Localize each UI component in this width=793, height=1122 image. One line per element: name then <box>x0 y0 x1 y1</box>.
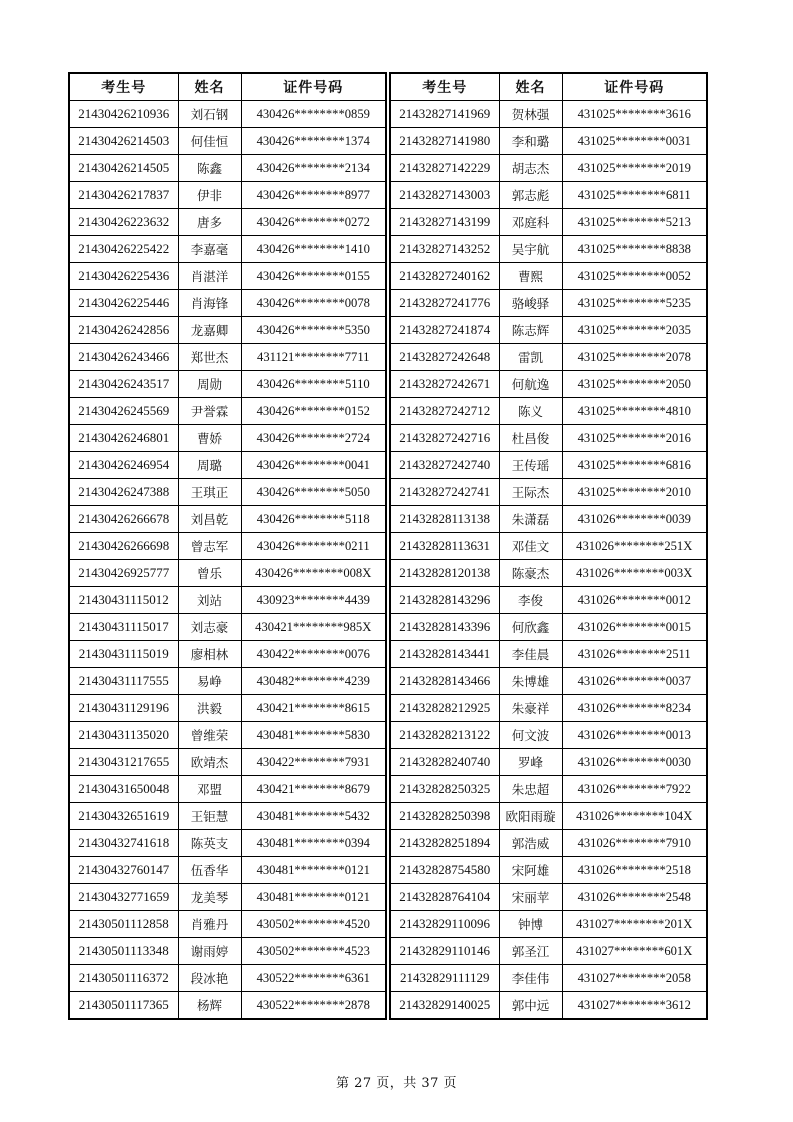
exam-no-cell: 21430426243517 <box>69 371 178 398</box>
id-no-cell: 431025********5235 <box>562 290 707 317</box>
table-row <box>69 344 386 371</box>
name-cell: 雷凯 <box>499 344 562 371</box>
id-no-cell: 430522********2878 <box>241 992 386 1020</box>
name-cell: 伊非 <box>178 182 241 209</box>
exam-no-cell: 21430501113348 <box>69 938 178 965</box>
table-row <box>390 398 707 425</box>
exam-no-cell: 21430431115017 <box>69 614 178 641</box>
table-row <box>69 614 386 641</box>
id-no-cell: 431027********3612 <box>562 992 707 1020</box>
table-row <box>390 101 707 128</box>
table-row <box>390 533 707 560</box>
id-no-cell: 431025********2078 <box>562 344 707 371</box>
name-cell: 郭中远 <box>499 992 562 1020</box>
id-no-cell: 431026********0015 <box>562 614 707 641</box>
id-no-cell: 431025********8838 <box>562 236 707 263</box>
header-exam-no: 考生号 <box>390 73 499 101</box>
id-no-cell: 430426********0859 <box>241 101 386 128</box>
id-no-cell: 431025********6816 <box>562 452 707 479</box>
table-row <box>390 317 707 344</box>
exam-no-cell: 21432828250398 <box>390 803 499 830</box>
name-cell: 王钜慧 <box>178 803 241 830</box>
header-row <box>69 73 386 101</box>
table-row <box>69 884 386 911</box>
name-cell: 曾维荣 <box>178 722 241 749</box>
exam-no-cell: 21432828143441 <box>390 641 499 668</box>
table-row <box>390 992 707 1020</box>
table-row <box>69 641 386 668</box>
name-cell: 宋丽苹 <box>499 884 562 911</box>
exam-no-cell: 21432828764104 <box>390 884 499 911</box>
id-no-cell: 430481********0121 <box>241 857 386 884</box>
name-cell: 欧靖杰 <box>178 749 241 776</box>
id-no-cell: 431025********2035 <box>562 317 707 344</box>
table-row <box>69 857 386 884</box>
exam-no-cell: 21430432741618 <box>69 830 178 857</box>
id-no-cell: 431121********7711 <box>241 344 386 371</box>
name-cell: 何文波 <box>499 722 562 749</box>
table-row <box>69 695 386 722</box>
id-no-cell: 430426********0272 <box>241 209 386 236</box>
header-row <box>390 73 707 101</box>
id-no-cell: 430426********008X <box>241 560 386 587</box>
exam-no-cell: 21432828213122 <box>390 722 499 749</box>
right-rows <box>390 101 707 1020</box>
id-no-cell: 431026********0037 <box>562 668 707 695</box>
id-no-cell: 430481********5830 <box>241 722 386 749</box>
name-cell: 骆峻驿 <box>499 290 562 317</box>
table-row <box>69 803 386 830</box>
id-no-cell: 430426********1374 <box>241 128 386 155</box>
id-no-cell: 431026********0030 <box>562 749 707 776</box>
table-row <box>390 182 707 209</box>
id-no-cell: 430502********4523 <box>241 938 386 965</box>
table-row <box>390 830 707 857</box>
exam-no-cell: 21432828143396 <box>390 614 499 641</box>
name-cell: 刘志豪 <box>178 614 241 641</box>
name-cell: 曾乐 <box>178 560 241 587</box>
table-row <box>69 398 386 425</box>
id-no-cell: 431026********7922 <box>562 776 707 803</box>
table-row <box>69 533 386 560</box>
id-no-cell: 431027********2058 <box>562 965 707 992</box>
table-row <box>390 479 707 506</box>
table-row <box>69 992 386 1020</box>
header-id-no: 证件号码 <box>241 73 386 101</box>
table-row <box>69 749 386 776</box>
table-row <box>69 101 386 128</box>
table-row <box>390 965 707 992</box>
name-cell: 钟博 <box>499 911 562 938</box>
exam-no-cell: 21432827143199 <box>390 209 499 236</box>
table-row <box>390 128 707 155</box>
exam-no-cell: 21430431217655 <box>69 749 178 776</box>
name-cell: 何航逸 <box>499 371 562 398</box>
exam-no-cell: 21432829110146 <box>390 938 499 965</box>
table-row <box>390 560 707 587</box>
header-exam-no: 考生号 <box>69 73 178 101</box>
exam-no-cell: 21432829111129 <box>390 965 499 992</box>
table-row <box>69 317 386 344</box>
exam-no-cell: 21430432760147 <box>69 857 178 884</box>
id-no-cell: 430482********4239 <box>241 668 386 695</box>
id-no-cell: 430426********1410 <box>241 236 386 263</box>
table-row <box>390 425 707 452</box>
exam-no-cell: 21432828113138 <box>390 506 499 533</box>
exam-no-cell: 21430431115019 <box>69 641 178 668</box>
name-cell: 李佳伟 <box>499 965 562 992</box>
name-cell: 李和璐 <box>499 128 562 155</box>
table-row <box>69 668 386 695</box>
name-cell: 郑世杰 <box>178 344 241 371</box>
name-cell: 陈义 <box>499 398 562 425</box>
name-cell: 廖相林 <box>178 641 241 668</box>
id-no-cell: 431027********201X <box>562 911 707 938</box>
page-footer: 第 27 页，共 37 页 <box>335 1076 458 1091</box>
exam-no-cell: 21430431115012 <box>69 587 178 614</box>
candidate-table-right <box>389 72 708 1020</box>
name-cell: 陈鑫 <box>178 155 241 182</box>
table-row <box>69 965 386 992</box>
name-cell: 邓庭科 <box>499 209 562 236</box>
header-name: 姓名 <box>499 73 562 101</box>
table-row <box>69 506 386 533</box>
id-no-cell: 430426********5110 <box>241 371 386 398</box>
exam-no-cell: 21430426210936 <box>69 101 178 128</box>
name-cell: 朱博雄 <box>499 668 562 695</box>
table-row <box>69 155 386 182</box>
id-no-cell: 430426********0155 <box>241 263 386 290</box>
table-row <box>69 371 386 398</box>
table-row <box>390 290 707 317</box>
exam-no-cell: 21430432651619 <box>69 803 178 830</box>
id-no-cell: 430426********0152 <box>241 398 386 425</box>
exam-no-cell: 21432827242741 <box>390 479 499 506</box>
id-no-cell: 431026********251X <box>562 533 707 560</box>
exam-no-cell: 21430426225446 <box>69 290 178 317</box>
exam-no-cell: 21430426225422 <box>69 236 178 263</box>
id-no-cell: 431026********2518 <box>562 857 707 884</box>
exam-no-cell: 21432827242671 <box>390 371 499 398</box>
name-cell: 刘石钢 <box>178 101 241 128</box>
exam-no-cell: 21432828143466 <box>390 668 499 695</box>
id-no-cell: 430421********8615 <box>241 695 386 722</box>
header-name: 姓名 <box>178 73 241 101</box>
id-no-cell: 430426********5118 <box>241 506 386 533</box>
id-no-cell: 430522********6361 <box>241 965 386 992</box>
name-cell: 曹娇 <box>178 425 241 452</box>
id-no-cell: 430426********2724 <box>241 425 386 452</box>
id-no-cell: 431026********2511 <box>562 641 707 668</box>
id-no-cell: 431025********2050 <box>562 371 707 398</box>
name-cell: 陈志辉 <box>499 317 562 344</box>
name-cell: 欧阳雨璇 <box>499 803 562 830</box>
exam-no-cell: 21430431135020 <box>69 722 178 749</box>
name-cell: 李佳晨 <box>499 641 562 668</box>
id-no-cell: 431025********2019 <box>562 155 707 182</box>
exam-no-cell: 21432828754580 <box>390 857 499 884</box>
name-cell: 朱忠超 <box>499 776 562 803</box>
id-no-cell: 430426********5050 <box>241 479 386 506</box>
table-row <box>390 506 707 533</box>
exam-no-cell: 21432827142229 <box>390 155 499 182</box>
table-row <box>69 560 386 587</box>
exam-no-cell: 21432829140025 <box>390 992 499 1020</box>
name-cell: 杜昌俊 <box>499 425 562 452</box>
table-row <box>69 479 386 506</box>
exam-no-cell: 21432829110096 <box>390 911 499 938</box>
exam-no-cell: 21432828143296 <box>390 587 499 614</box>
table-row <box>69 182 386 209</box>
exam-no-cell: 21430501112858 <box>69 911 178 938</box>
exam-no-cell: 21430426245569 <box>69 398 178 425</box>
table-row <box>69 938 386 965</box>
table-row <box>390 803 707 830</box>
exam-no-cell: 21432827241874 <box>390 317 499 344</box>
name-cell: 邓佳文 <box>499 533 562 560</box>
id-no-cell: 430481********5432 <box>241 803 386 830</box>
id-no-cell: 431025********4810 <box>562 398 707 425</box>
id-no-cell: 431025********6811 <box>562 182 707 209</box>
name-cell: 郭浩威 <box>499 830 562 857</box>
exam-no-cell: 21430426243466 <box>69 344 178 371</box>
name-cell: 龙嘉卿 <box>178 317 241 344</box>
table-row <box>69 911 386 938</box>
table-row <box>390 749 707 776</box>
id-no-cell: 430426********0211 <box>241 533 386 560</box>
exam-no-cell: 21432828120138 <box>390 560 499 587</box>
id-no-cell: 430426********0041 <box>241 452 386 479</box>
name-cell: 吴宇航 <box>499 236 562 263</box>
name-cell: 易峥 <box>178 668 241 695</box>
table-row <box>390 884 707 911</box>
table-row <box>69 452 386 479</box>
name-cell: 李俊 <box>499 587 562 614</box>
table-row <box>69 290 386 317</box>
id-no-cell: 431025********2010 <box>562 479 707 506</box>
exam-no-cell: 21430501117365 <box>69 992 178 1020</box>
table-row <box>390 641 707 668</box>
name-cell: 曹熙 <box>499 263 562 290</box>
exam-no-cell: 21432827143003 <box>390 182 499 209</box>
id-no-cell: 430481********0394 <box>241 830 386 857</box>
table-row <box>69 776 386 803</box>
exam-no-cell: 21430426214505 <box>69 155 178 182</box>
name-cell: 陈英支 <box>178 830 241 857</box>
candidate-table-left <box>68 72 387 1020</box>
id-no-cell: 431025********0052 <box>562 263 707 290</box>
table-row <box>390 668 707 695</box>
name-cell: 肖湛洋 <box>178 263 241 290</box>
table-row <box>390 155 707 182</box>
name-cell: 肖海锋 <box>178 290 241 317</box>
name-cell: 曾志军 <box>178 533 241 560</box>
table-row <box>390 776 707 803</box>
id-no-cell: 431025********3616 <box>562 101 707 128</box>
name-cell: 李嘉毫 <box>178 236 241 263</box>
exam-no-cell: 21430426214503 <box>69 128 178 155</box>
name-cell: 何欣鑫 <box>499 614 562 641</box>
exam-no-cell: 21432828251894 <box>390 830 499 857</box>
exam-no-cell: 21432828113631 <box>390 533 499 560</box>
exam-no-cell: 21430426246801 <box>69 425 178 452</box>
table-row <box>390 614 707 641</box>
table-row <box>390 722 707 749</box>
name-cell: 郭志彪 <box>499 182 562 209</box>
name-cell: 周勋 <box>178 371 241 398</box>
exam-no-cell: 21432827141980 <box>390 128 499 155</box>
name-cell: 王际杰 <box>499 479 562 506</box>
exam-no-cell: 21432827240162 <box>390 263 499 290</box>
id-no-cell: 431026********0013 <box>562 722 707 749</box>
table-row <box>69 587 386 614</box>
name-cell: 朱豪祥 <box>499 695 562 722</box>
exam-no-cell: 21430426266698 <box>69 533 178 560</box>
table-row <box>390 695 707 722</box>
table-row <box>390 938 707 965</box>
table-row <box>69 830 386 857</box>
name-cell: 伍香华 <box>178 857 241 884</box>
table-row <box>390 263 707 290</box>
exam-no-cell: 21430432771659 <box>69 884 178 911</box>
name-cell: 胡志杰 <box>499 155 562 182</box>
exam-no-cell: 21432828240740 <box>390 749 499 776</box>
id-no-cell: 431025********2016 <box>562 425 707 452</box>
header-id-no: 证件号码 <box>562 73 707 101</box>
name-cell: 肖雅丹 <box>178 911 241 938</box>
table-row <box>390 236 707 263</box>
table-row <box>69 236 386 263</box>
exam-no-cell: 21432828250325 <box>390 776 499 803</box>
table-row <box>69 209 386 236</box>
table-row <box>390 857 707 884</box>
exam-no-cell: 21430426223632 <box>69 209 178 236</box>
id-no-cell: 430426********0078 <box>241 290 386 317</box>
exam-no-cell: 21432827141969 <box>390 101 499 128</box>
exam-no-cell: 21430426246954 <box>69 452 178 479</box>
exam-no-cell: 21432828212925 <box>390 695 499 722</box>
exam-no-cell: 21430501116372 <box>69 965 178 992</box>
id-no-cell: 430502********4520 <box>241 911 386 938</box>
name-cell: 周璐 <box>178 452 241 479</box>
exam-no-cell: 21430426242856 <box>69 317 178 344</box>
id-no-cell: 430422********7931 <box>241 749 386 776</box>
table-row <box>390 209 707 236</box>
name-cell: 宋阿雄 <box>499 857 562 884</box>
exam-no-cell: 21430426925777 <box>69 560 178 587</box>
id-no-cell: 430481********0121 <box>241 884 386 911</box>
table-row <box>390 344 707 371</box>
table-row <box>390 587 707 614</box>
table-row <box>69 425 386 452</box>
exam-no-cell: 21432827242740 <box>390 452 499 479</box>
table-row <box>69 263 386 290</box>
name-cell: 刘昌乾 <box>178 506 241 533</box>
name-cell: 郭圣江 <box>499 938 562 965</box>
id-no-cell: 430422********0076 <box>241 641 386 668</box>
id-no-cell: 431026********8234 <box>562 695 707 722</box>
id-no-cell: 431025********0031 <box>562 128 707 155</box>
name-cell: 陈豪杰 <box>499 560 562 587</box>
id-no-cell: 430426********2134 <box>241 155 386 182</box>
id-no-cell: 431026********7910 <box>562 830 707 857</box>
id-no-cell: 431026********104X <box>562 803 707 830</box>
table-row <box>390 371 707 398</box>
name-cell: 谢雨婷 <box>178 938 241 965</box>
name-cell: 洪毅 <box>178 695 241 722</box>
name-cell: 罗峰 <box>499 749 562 776</box>
name-cell: 段冰艳 <box>178 965 241 992</box>
name-cell: 朱潇磊 <box>499 506 562 533</box>
exam-no-cell: 21430426225436 <box>69 263 178 290</box>
name-cell: 王传瑶 <box>499 452 562 479</box>
id-no-cell: 431027********601X <box>562 938 707 965</box>
exam-no-cell: 21432827242648 <box>390 344 499 371</box>
id-no-cell: 431026********003X <box>562 560 707 587</box>
id-no-cell: 430426********5350 <box>241 317 386 344</box>
table-row <box>390 452 707 479</box>
exam-no-cell: 21430426247388 <box>69 479 178 506</box>
exam-no-cell: 21430426217837 <box>69 182 178 209</box>
name-cell: 邓盟 <box>178 776 241 803</box>
left-rows <box>69 101 386 1020</box>
name-cell: 杨辉 <box>178 992 241 1020</box>
name-cell: 刘站 <box>178 587 241 614</box>
id-no-cell: 430923********4439 <box>241 587 386 614</box>
id-no-cell: 430421********985X <box>241 614 386 641</box>
exam-no-cell: 21430426266678 <box>69 506 178 533</box>
table-row <box>69 722 386 749</box>
exam-no-cell: 21430431129196 <box>69 695 178 722</box>
candidate-list <box>68 72 708 1020</box>
id-no-cell: 430421********8679 <box>241 776 386 803</box>
name-cell: 王琪正 <box>178 479 241 506</box>
id-no-cell: 431025********5213 <box>562 209 707 236</box>
name-cell: 龙美琴 <box>178 884 241 911</box>
exam-no-cell: 21432827241776 <box>390 290 499 317</box>
exam-no-cell: 21432827143252 <box>390 236 499 263</box>
name-cell: 贺林强 <box>499 101 562 128</box>
id-no-cell: 431026********0012 <box>562 587 707 614</box>
name-cell: 何佳恒 <box>178 128 241 155</box>
exam-no-cell: 21432827242712 <box>390 398 499 425</box>
table-row <box>69 128 386 155</box>
id-no-cell: 430426********8977 <box>241 182 386 209</box>
table-row <box>390 911 707 938</box>
exam-no-cell: 21430431650048 <box>69 776 178 803</box>
name-cell: 唐多 <box>178 209 241 236</box>
id-no-cell: 431026********2548 <box>562 884 707 911</box>
name-cell: 尹誉霖 <box>178 398 241 425</box>
exam-no-cell: 21432827242716 <box>390 425 499 452</box>
id-no-cell: 431026********0039 <box>562 506 707 533</box>
exam-no-cell: 21430431117555 <box>69 668 178 695</box>
